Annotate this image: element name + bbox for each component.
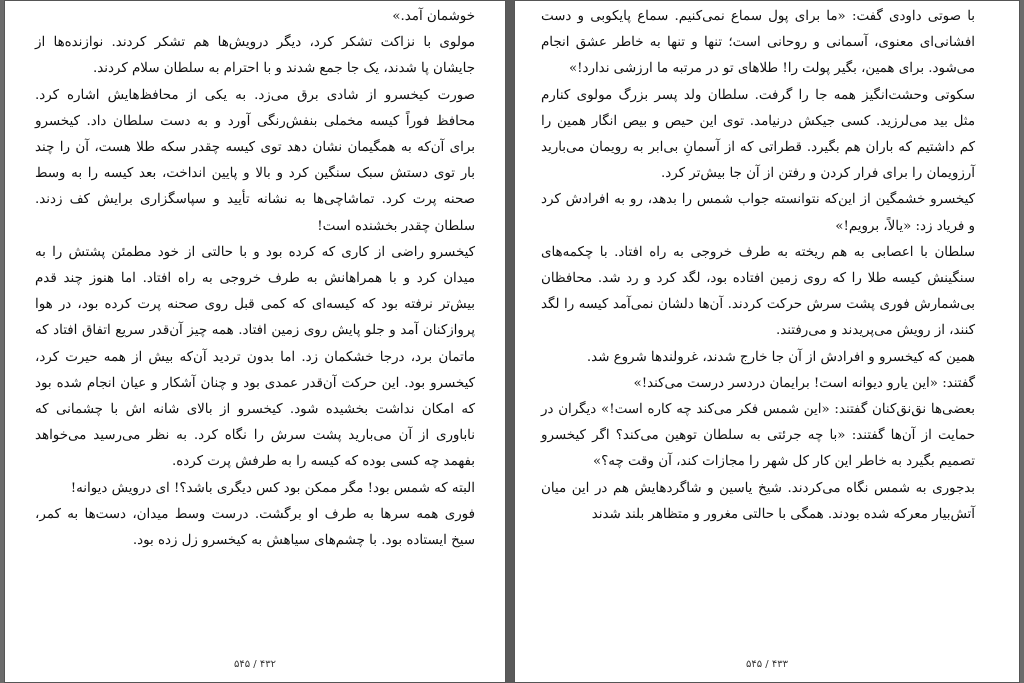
paragraph: گفتند: «این یارو دیوانه است! برایمان دردسر درست می‌کند!» [633, 375, 975, 391]
paragraph: مولوی با نزاکت تشکر کرد، دیگر درویش‌ها هم تشکر کردند. نوازنده‌ها از جایشان پا شدند، یک جا جمع شدند و با احترام به سلطان سلام کردند. [35, 35, 475, 77]
paragraph: کیخسرو خشمگین از این‌که نتوانسته جواب شمس را بدهد، رو به افرادش کرد و فریاد زد: «یالاً، برویم!» [541, 192, 975, 234]
paragraph: با صوتی داودی گفت: «ما برای پول سماع نمی‌کنیم. سماع پایکوبی و دست افشانی‌ای معنوی، آسمانی و روحانی است؛ تنها و تنها به خاطر عشق انجام می‌شود. برای همین، بگیر پولت را! طلاهای تو در مرتبه ما ارزشی ندارد!» [541, 9, 975, 77]
paragraph: سکوتی وحشت‌انگیز همه جا را گرفت. سلطان ولد پسر بزرگ مولوی کنارم مثل بید می‌لرزید. کسی جیکش درنیامد. توی این حیص و بیص انگار همین را کم داشتیم که باران هم بگیرد. قطراتی که از آسمانِ بی‌ابر به رویمان می‌بارید آرزویمان را برای فرار کردن و رفتن از آن جا بیش‌تر کرد. [541, 87, 975, 182]
right-page [514, 0, 1020, 683]
paragraph: بعضی‌ها نق‌نق‌کنان گفتند: «این شمس فکر می‌کند چه کاره است!» دیگران در حمایت از آن‌ها گفتند: «با چه جرئتی به سلطان توهین می‌کند؟ اگر کیخسرو تصمیم بگیرد به خاطر این کار کل شهر را مجازات کند، آن وقت چه؟» [541, 402, 975, 470]
paragraph: خوشمان آمد.» [392, 9, 475, 24]
paragraph: بدجوری به شمس نگاه می‌کردند. شیخ یاسین و شاگردهایش هم در این میان آتش‌بیار معرکه شده بودند. همگی با حالتی مغرور و متظاهر بلند شدند [541, 480, 975, 522]
book-spine [506, 0, 514, 683]
paragraph: البته که شمس بود! مگر ممکن بود کس دیگری باشد؟! ای درویش دیوانه! [70, 480, 475, 496]
page-number: ۵۴۵ / ۴۳۳ [746, 659, 788, 670]
page-number: ۵۴۵ / ۴۳۲ [234, 659, 276, 670]
paragraph: سلطان با اعصابی به هم ریخته به طرف خروجی به راه افتاد. با چکمه‌های سنگینش کیسه طلا را که روی زمین افتاده بود، لگد کرد و رد شد. محافظان بی‌شمارش فوری پشت سرش حرکت کردند. آن‌ها دلشان نمی‌آمد کیسه را لگد کنند، از رویش می‌پریدند و می‌رفتند. [541, 244, 975, 339]
left-page-text [35, 4, 475, 554]
paragraph: کیخسرو راضی از کاری که کرده بود و با حالتی از خود مطمئن پشتش را به میدان کرد و با همراهانش به طرف خروجی به راه افتاد. اما هنوز چند قدم بیش‌تر نرفته بود که کیسه‌ای که کمی قبل روی صحنه پرت کرده بود، در هوا پروازکنان آمد و جلو پایش روی زمین افتاد. همه چیز آن‌قدر سریع اتفاق افتاد که ماتمان برد، درجا خشکمان زد. اما بدون تردید آن‌که بیش از همه حیرت کرد، کیخسرو بود. این حرکت آن‌قدر عمدی بود و چنان آشکار و عیان انجام شده بود که امکان نداشت بخشیده شود. کیخسرو از بالای شانه اش با چشمانی که ناباوری از آن می‌بارید پشت سرش را نگاه کرد. به نظر می‌رسید می‌خواهد بفهمد چه کسی بوده که کیسه را به طرفش پرت کرده. [35, 244, 475, 470]
paragraph: فوری همه سرها به طرف او برگشت. درست وسط میدان، دست‌ها به کمر، سیخ ایستاده بود. با چشم‌های سیاهش به کیخسرو زل زده بود. [35, 506, 475, 549]
paragraph: صورت کیخسرو از شادی برق می‌زد. به یکی از محافظ‌هایش اشاره کرد. محافظ فوراً کیسه مخملی بنفش‌رنگی آورد و به دست سلطان داد. کیخسرو برای آن‌که به همگیمان نشان دهد توی کیسه چقدر سکه طلا هست، آن را چند بار توی دستش سبک سنگین کرد و بالا و پایین انداخت، بعد کیسه را به وسط صحنه پرت کرد. تماشاچی‌ها به نشانه تأیید و سپاسگزاری برایش کف زدند. سلطان چقدر بخشنده است! [35, 87, 475, 234]
right-page-text [541, 4, 975, 528]
paragraph: همین که کیخسرو و افرادش از آن جا خارج شدند، غرولندها شروع شد. [586, 349, 975, 365]
left-page [4, 0, 506, 683]
